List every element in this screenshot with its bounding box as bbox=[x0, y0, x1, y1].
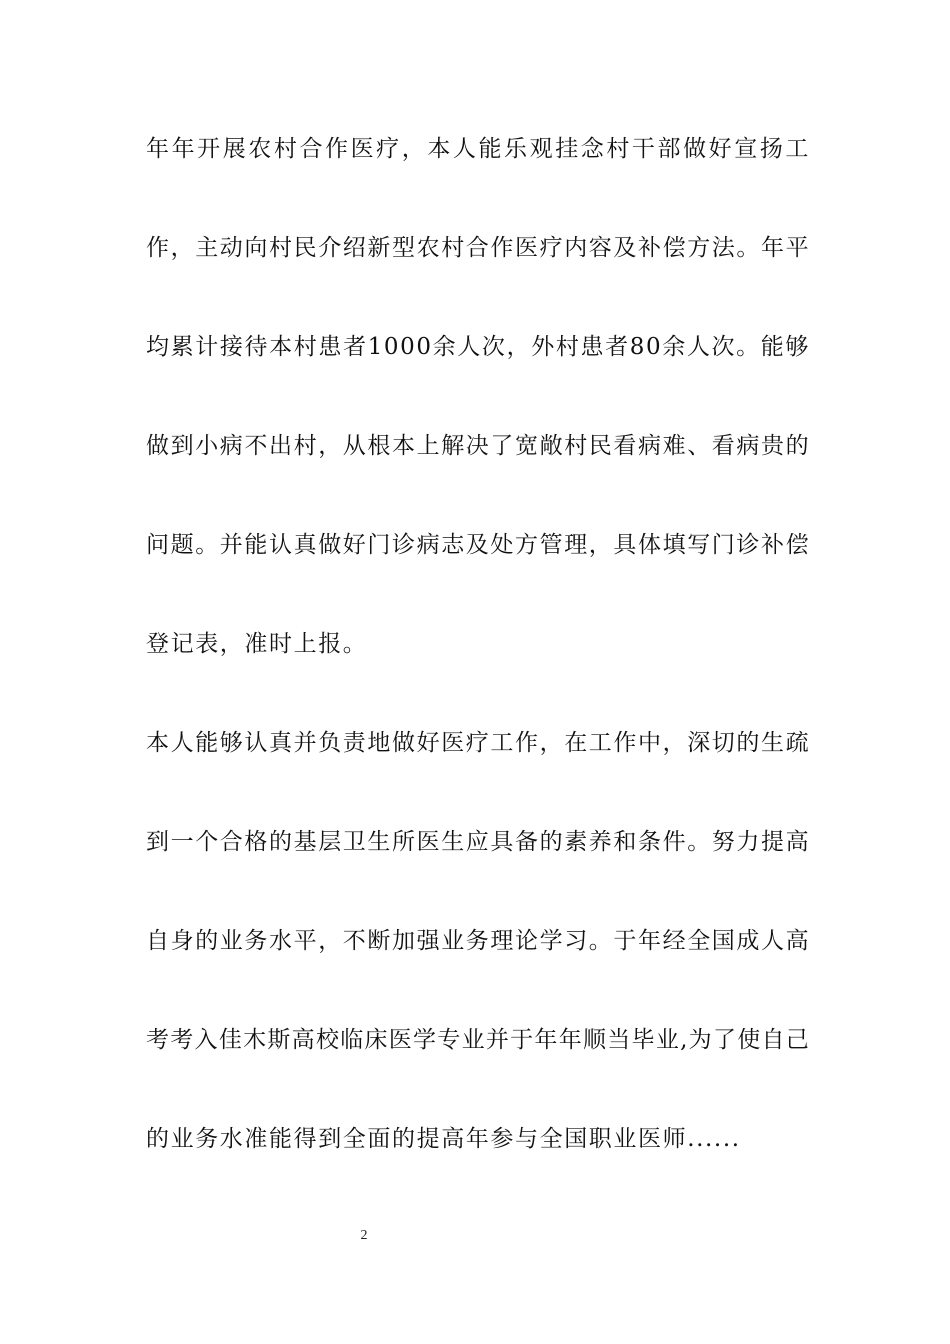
text-line: 考考入佳木斯高校临床医学专业并于年年顺当毕业,为了使自己 bbox=[146, 1027, 810, 1053]
text-line: 自身的业务水平，不断加强业务理论学习。于年经全国成人高 bbox=[146, 928, 811, 954]
text-line: 的业务水准能得到全面的提高年参与全国职业医师...... bbox=[146, 1126, 741, 1152]
text-line: 年年开展农村合作医疗，本人能乐观挂念村干部做好宣扬工 bbox=[146, 136, 810, 162]
body-text bbox=[146, 137, 810, 1226]
page-number: 2 bbox=[360, 1228, 368, 1243]
text-line: 登记表，准时上报。 bbox=[146, 631, 368, 657]
text-line: 到一个合格的基层卫生所医生应具备的素养和条件。努力提高 bbox=[146, 829, 811, 855]
text-line: 本人能够认真并负责地做好医疗工作，在工作中，深切的生疏 bbox=[146, 730, 811, 756]
text-line: 问题。并能认真做好门诊病志及处方管理，具体填写门诊补偿 bbox=[146, 532, 811, 558]
text-line: 均累计接待本村患者1000余人次，外村患者80余人次。能够 bbox=[146, 334, 810, 360]
text-line: 做到小病不出村，从根本上解决了宽敞村民看病难、看病贵的 bbox=[146, 433, 811, 459]
text-line: 作，主动向村民介绍新型农村合作医疗内容及补偿方法。年平 bbox=[146, 235, 811, 261]
